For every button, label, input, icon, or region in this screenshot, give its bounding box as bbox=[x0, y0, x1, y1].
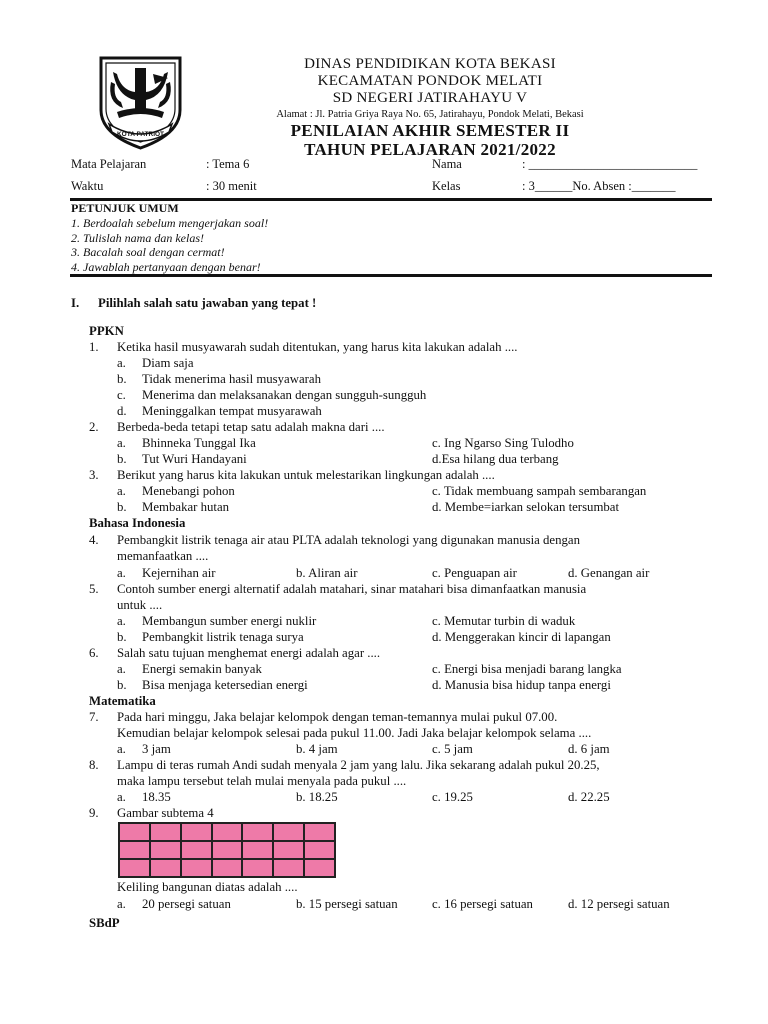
option-c[interactable]: c. 5 jam bbox=[432, 742, 473, 756]
school-year-title: TAHUN PELAJARAN 2021/2022 bbox=[304, 140, 556, 159]
option-a[interactable]: Energi semakin banyak bbox=[142, 662, 262, 676]
option-c[interactable]: c. 19.25 bbox=[432, 790, 473, 804]
option-c[interactable]: c. Ing Ngarso Sing Tulodho bbox=[432, 436, 574, 450]
option-d[interactable]: d. 12 persegi satuan bbox=[568, 897, 670, 911]
option-b[interactable]: Tut Wuri Handayani bbox=[142, 452, 247, 466]
option-d[interactable]: d. Membe=iarkan selokan tersumbat bbox=[432, 500, 620, 514]
grid-cell bbox=[242, 841, 273, 859]
instructions-divider bbox=[70, 274, 712, 277]
section-title: Pilihlah salah satu jawaban yang tepat ! bbox=[98, 296, 317, 310]
grid-cell bbox=[119, 859, 150, 877]
option-letter: c. bbox=[117, 388, 126, 402]
option-c[interactable]: c. 16 persegi satuan bbox=[432, 897, 533, 911]
grid-cell bbox=[242, 859, 273, 877]
grid-cell bbox=[273, 841, 304, 859]
option-letter: b. bbox=[117, 678, 127, 692]
question-text: Contoh sumber energi alternatif adalah matahari, sinar matahari bisa dimanfaatkan manusia bbox=[117, 582, 587, 596]
option-letter: a. bbox=[117, 436, 126, 450]
grid-cell bbox=[273, 823, 304, 841]
instruction-item: 2. Tulislah nama dan kelas! bbox=[71, 231, 205, 245]
option-d[interactable]: d.Esa hilang dua terbang bbox=[432, 452, 559, 466]
option-letter: b. bbox=[117, 372, 127, 386]
grid-cell bbox=[181, 841, 212, 859]
grid-cell bbox=[304, 859, 335, 877]
option-b[interactable]: Pembangkit listrik tenaga surya bbox=[142, 630, 304, 644]
question-text-continued: untuk .... bbox=[117, 598, 163, 612]
option-d[interactable]: d. Menggerakan kincir di lapangan bbox=[432, 630, 611, 644]
grid-cell bbox=[212, 823, 243, 841]
option-letter: a. bbox=[117, 614, 126, 628]
question-text: Ketika hasil musyawarah sudah ditentukan, yang harus kita lakukan adalah .... bbox=[117, 340, 518, 354]
question-text-continued: memanfaatkan .... bbox=[117, 549, 209, 563]
subject-heading-bahasa-indonesia: Bahasa Indonesia bbox=[89, 516, 186, 530]
option-a[interactable]: Membangun sumber energi nuklir bbox=[142, 614, 317, 628]
question-text: Pada hari minggu, Jaka belajar kelompok dengan teman-temannya mulai pukul 07.00. bbox=[117, 710, 558, 724]
option-c[interactable]: c. Memutar turbin di waduk bbox=[432, 614, 576, 628]
question-number: 2. bbox=[89, 420, 99, 434]
option-a[interactable]: 18.35 bbox=[142, 790, 171, 804]
question-text-continued: maka lampu tersebut telah mulai menyala pada pukul .... bbox=[117, 774, 407, 788]
question-number: 1. bbox=[89, 340, 99, 354]
option-c[interactable]: c. Energi bisa menjadi barang langka bbox=[432, 662, 622, 676]
option-letter: a. bbox=[117, 566, 126, 580]
option-letter: a. bbox=[117, 897, 126, 911]
option-d[interactable]: d. 22.25 bbox=[568, 790, 610, 804]
grid-cell bbox=[304, 823, 335, 841]
city-emblem-logo bbox=[93, 52, 188, 152]
option-d[interactable]: d. Genangan air bbox=[568, 566, 650, 580]
option-c[interactable]: Menerima dan melaksanakan dengan sungguh-sungguh bbox=[142, 388, 427, 402]
option-letter: a. bbox=[117, 742, 126, 756]
question-text: Lampu di teras rumah Andi sudah menyala 2 jam yang lalu. Jika sekarang adalah pukul 20.25, bbox=[117, 758, 600, 772]
option-b[interactable]: Bisa menjaga ketersedian energi bbox=[142, 678, 308, 692]
subject-label: Mata Pelajaran bbox=[71, 157, 147, 171]
instruction-item: 3. Bacalah soal dengan cermat! bbox=[71, 245, 225, 259]
option-letter: b. bbox=[117, 500, 127, 514]
subject-value: : Tema 6 bbox=[206, 157, 250, 171]
grid-cell bbox=[150, 859, 181, 877]
option-a[interactable]: Menebangi pohon bbox=[142, 484, 235, 498]
question-text: Berikut yang harus kita lakukan untuk melestarikan lingkungan adalah .... bbox=[117, 468, 495, 482]
grid-cell bbox=[212, 841, 243, 859]
option-b[interactable]: b. Aliran air bbox=[296, 566, 358, 580]
question-text: Berbeda-beda tetapi tetap satu adalah makna dari .... bbox=[117, 420, 385, 434]
option-b[interactable]: b. 4 jam bbox=[296, 742, 338, 756]
section-number: I. bbox=[71, 296, 80, 310]
agency-name: DINAS PENDIDIKAN KOTA BEKASI bbox=[304, 56, 556, 72]
subject-heading-matematika: Matematika bbox=[89, 694, 156, 708]
option-letter: a. bbox=[117, 484, 126, 498]
pink-square-grid-figure bbox=[118, 822, 336, 878]
option-a[interactable]: Diam saja bbox=[142, 356, 194, 370]
instruction-item: 1. Berdoalah sebelum mengerjakan soal! bbox=[71, 216, 269, 230]
option-letter: d. bbox=[117, 404, 127, 418]
question-text: Pembangkit listrik tenaga air atau PLTA adalah teknologi yang digunakan manusia dengan bbox=[117, 533, 580, 547]
option-d[interactable]: d. Manusia bisa hidup tanpa energi bbox=[432, 678, 611, 692]
grid-cell bbox=[119, 823, 150, 841]
question-text-continued: Keliling bangunan diatas adalah .... bbox=[117, 880, 298, 894]
class-label: Kelas bbox=[432, 179, 461, 193]
instruction-item: 4. Jawablah pertanyaan dengan benar! bbox=[71, 260, 261, 274]
grid-cell bbox=[150, 841, 181, 859]
option-c[interactable]: c. Penguapan air bbox=[432, 566, 517, 580]
question-text: Salah satu tujuan menghemat energi adalah agar .... bbox=[117, 646, 381, 660]
option-letter: b. bbox=[117, 630, 127, 644]
option-b[interactable]: b. 15 persegi satuan bbox=[296, 897, 398, 911]
option-a[interactable]: Kejernihan air bbox=[142, 566, 216, 580]
question-text-continued: Kemudian belajar kelompok selesai pada pukul 11.00. Jadi Jaka belajar kelompok selama .... bbox=[117, 726, 592, 740]
question-number: 7. bbox=[89, 710, 99, 724]
name-field[interactable]: : ___________________________ bbox=[522, 157, 698, 171]
option-b[interactable]: Tidak menerima hasil musyawarah bbox=[142, 372, 322, 386]
grid-cell bbox=[242, 823, 273, 841]
grid-cell bbox=[304, 841, 335, 859]
exam-title: PENILAIAN AKHIR SEMESTER II bbox=[290, 121, 570, 140]
svg-text:KOTA PATRIOT: KOTA PATRIOT bbox=[116, 131, 165, 138]
grid-cell bbox=[119, 841, 150, 859]
grid-cell bbox=[181, 823, 212, 841]
subject-heading-ppkn: PPKN bbox=[89, 324, 124, 338]
option-c[interactable]: c. Tidak membuang sampah sembarangan bbox=[432, 484, 647, 498]
option-letter: a. bbox=[117, 662, 126, 676]
option-b[interactable]: b. 18.25 bbox=[296, 790, 338, 804]
question-number: 3. bbox=[89, 468, 99, 482]
name-label: Nama bbox=[432, 157, 462, 171]
instructions-title: PETUNJUK UMUM bbox=[71, 201, 179, 215]
option-a[interactable]: Bhinneka Tunggal Ika bbox=[142, 436, 256, 450]
school-name: SD NEGERI JATIRAHAYU V bbox=[332, 90, 528, 106]
question-number: 6. bbox=[89, 646, 99, 660]
option-b[interactable]: Membakar hutan bbox=[142, 500, 230, 514]
option-a[interactable]: 20 persegi satuan bbox=[142, 897, 231, 911]
option-letter: b. bbox=[117, 452, 127, 466]
grid-cell bbox=[273, 859, 304, 877]
option-d[interactable]: d. 6 jam bbox=[568, 742, 610, 756]
option-d[interactable]: Meninggalkan tempat musyarawah bbox=[142, 404, 322, 418]
time-value: : 30 menit bbox=[206, 179, 257, 193]
question-number: 8. bbox=[89, 758, 99, 772]
question-number: 5. bbox=[89, 582, 99, 596]
option-letter: a. bbox=[117, 790, 126, 804]
grid-cell bbox=[212, 859, 243, 877]
grid-cell bbox=[181, 859, 212, 877]
question-number: 9. bbox=[89, 806, 99, 820]
option-letter: a. bbox=[117, 356, 126, 370]
grid-cell bbox=[150, 823, 181, 841]
subject-heading-sbdp: SBdP bbox=[89, 916, 120, 930]
school-address: Alamat : Jl. Patria Griya Raya No. 65, Jatirahayu, Pondok Melati, Bekasi bbox=[276, 109, 584, 120]
class-field[interactable]: : 3______No. Absen :_______ bbox=[522, 179, 676, 193]
option-a[interactable]: 3 jam bbox=[142, 742, 171, 756]
time-label: Waktu bbox=[71, 179, 104, 193]
district-name: KECAMATAN PONDOK MELATI bbox=[317, 73, 543, 89]
question-text: Gambar subtema 4 bbox=[117, 806, 214, 820]
question-number: 4. bbox=[89, 533, 99, 547]
